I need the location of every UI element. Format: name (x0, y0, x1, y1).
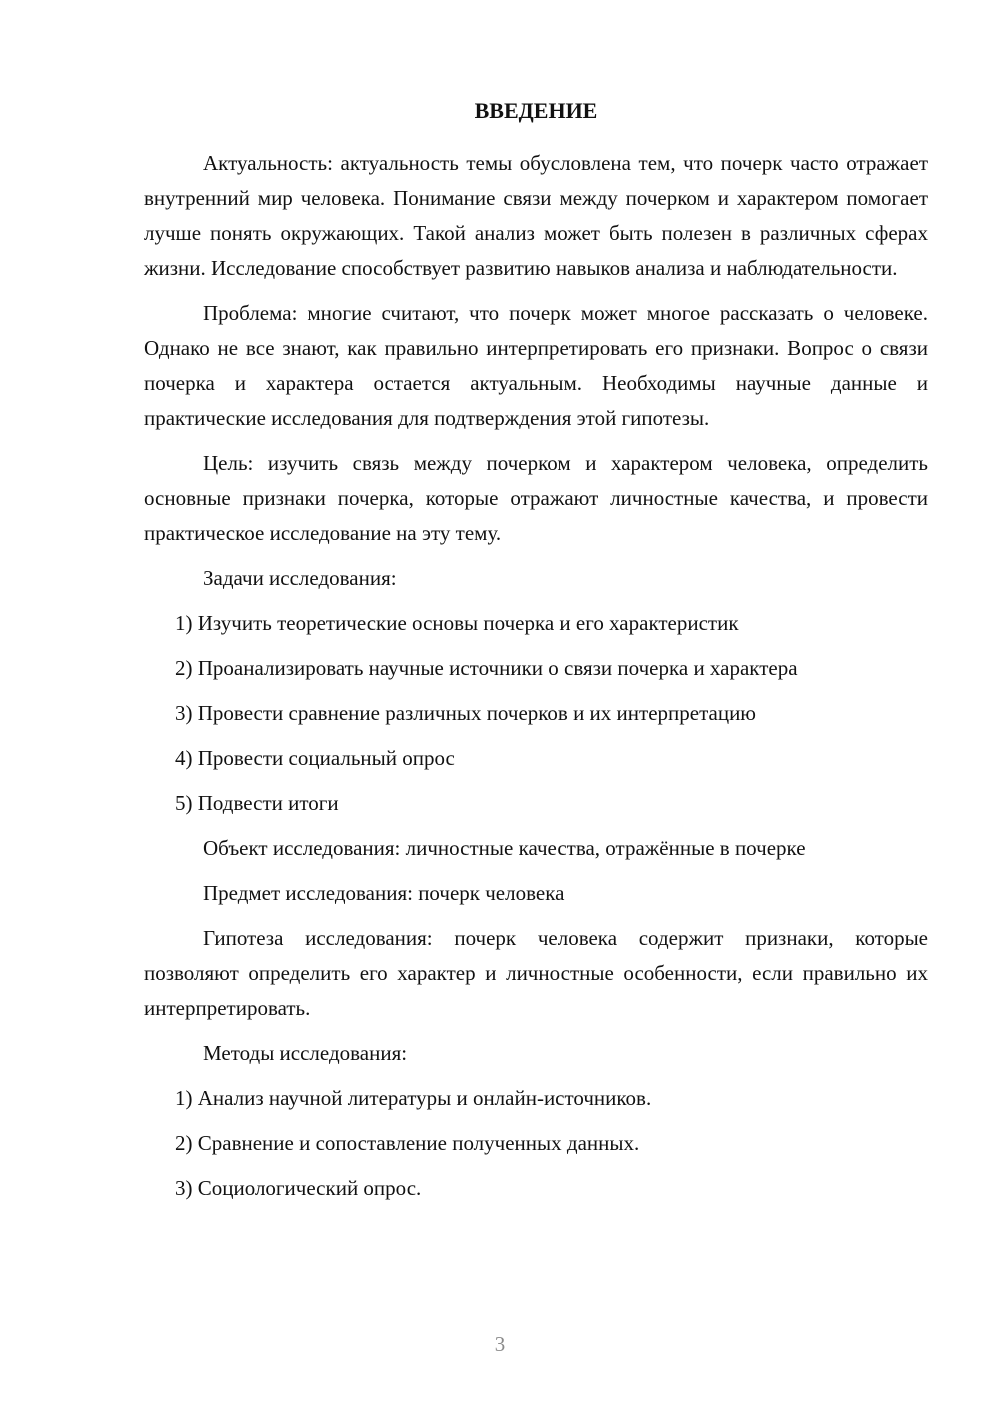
subject-paragraph: Предмет исследования: почерк человека (203, 881, 565, 905)
methods-heading: Методы исследования: (203, 1041, 408, 1065)
object-paragraph: Объект исследования: личностные качества, отражённые в почерке (203, 836, 806, 860)
task-item: 5) Подвести итоги (175, 791, 339, 815)
problem-paragraph: Проблема: многие считают, что почерк может многое рассказать о человеке. Однако не все знают, как правильно интерпретировать его признаки. Вопрос о связи почерка и характера остается актуальным. Необходимы научные данные и практические исследования для подтверждения этой гипотезы. (144, 301, 928, 430)
tasks-heading: Задачи исследования: (203, 566, 397, 590)
method-item: 2) Сравнение и сопоставление полученных данных. (175, 1131, 640, 1155)
task-item: 2) Проанализировать научные источники о связи почерка и характера (175, 656, 798, 680)
relevance-paragraph: Актуальность: актуальность темы обусловлена тем, что почерк часто отражает внутренний мир человека. Понимание связи между почерком и характером помогает лучше понять окружающих. Такой анализ может быть полезен в различных сферах жизни. Исследование способствует развитию навыков анализа и наблюдательности. (144, 151, 928, 280)
task-item: 3) Провести сравнение различных почерков и их интерпретацию (175, 701, 756, 725)
goal-paragraph: Цель: изучить связь между почерком и характером человека, определить основные признаки почерка, которые отражают личностные качества, и провести практическое исследование на эту тему. (144, 451, 928, 545)
methods-list (144, 1081, 928, 1206)
method-item: 3) Социологический опрос. (175, 1176, 422, 1200)
page-number: 3 (494, 1332, 506, 1356)
task-item: 4) Провести социальный опрос (175, 746, 455, 770)
task-item: 1) Изучить теоретические основы почерка и его характеристик (175, 611, 739, 635)
method-item: 1) Анализ научной литературы и онлайн-источников. (175, 1086, 652, 1110)
tasks-list (144, 606, 928, 821)
section-title: ВВЕДЕНИЕ (474, 98, 598, 123)
hypothesis-paragraph: Гипотеза исследования: почерк человека содержит признаки, которые позволяют определить его характер и личностные особенности, если правильно их интерпретировать. (144, 926, 928, 1020)
document-page (144, 96, 928, 1216)
